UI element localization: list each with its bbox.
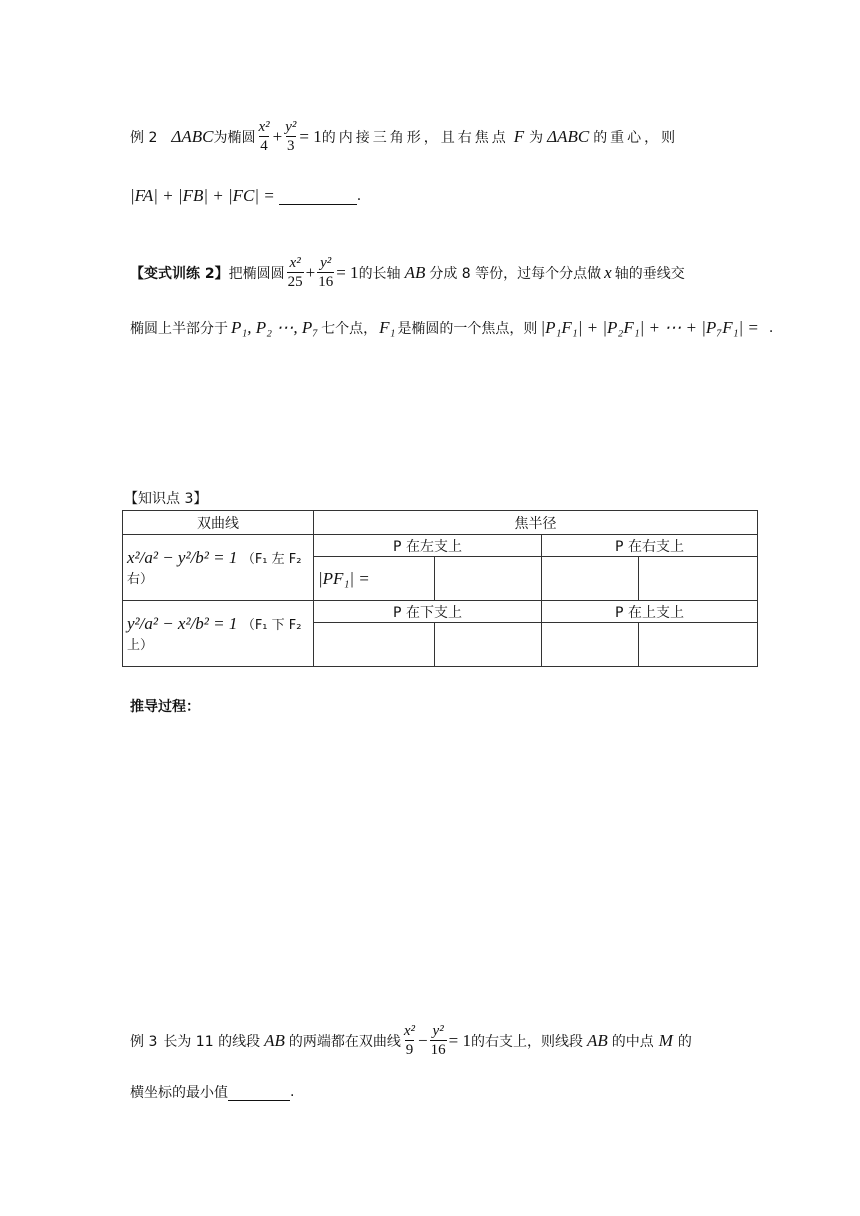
example2-sum: |FA| + |FB| + |FC| = <box>130 186 275 205</box>
table-row1-right-branch: P 在右支上 <box>542 535 758 557</box>
table-header-hyperbola: 双曲线 <box>123 511 314 535</box>
table-row1-cell4[interactable] <box>639 557 758 601</box>
example3-frac1: $\frac{\text{x²}}{9}$ <box>403 1023 416 1058</box>
table-row2-equation: y²/a² − x²/b² = 1 （F₁ 下 F₂ 上） <box>123 601 314 667</box>
variant2-frac1: $\frac{\text{x²}}{25}$ <box>287 255 303 290</box>
example2-frac1: $\frac{\text{x²}}{4}$ <box>258 119 270 154</box>
example2-text3: 为 <box>529 129 544 146</box>
example2-triangle-2: ΔABC <box>547 126 590 146</box>
table-row1-cell2[interactable] <box>435 557 542 601</box>
table-row2-cell1[interactable] <box>314 623 435 667</box>
example3-frac2: $\frac{\text{y²}}{16}$ <box>430 1023 446 1058</box>
example2-line2: |FA| + |FB| + |FC| = . <box>130 186 362 205</box>
table-row2-upper-branch: P 在上支上 <box>542 601 758 623</box>
example2-text2: 的内接三角形，且右焦点 <box>321 129 509 146</box>
table-row1-cell1[interactable]: |PF₁| = <box>314 557 435 601</box>
derivation-label: 推导过程： <box>130 699 200 715</box>
variant2-line2: 椭圆上半部分于 P₁, P₂ ⋯, P₇ 七个点， F₁ 是椭圆的一个焦点，则 |P₁F₁| + |P₂F₁| + ⋯ + |P₇F₁| = . <box>130 318 774 337</box>
variant2-sum: |P₁F₁| + |P₂F₁| + ⋯ + |P₇F₁| = <box>540 318 759 337</box>
table-row2-cell3[interactable] <box>542 623 639 667</box>
knowledge3-title: 【知识点 3】 <box>124 491 208 507</box>
example2-text1: 为椭圆 <box>213 129 256 146</box>
table-row1-left-branch: P 在左支上 <box>314 535 542 557</box>
table-row1-equation: x²/a² − y²/b² = 1 （F₁ 左 F₂ 右） <box>123 535 314 601</box>
table-row2-cell2[interactable] <box>435 623 542 667</box>
example2-text4: 的重心，则 <box>593 129 679 146</box>
example2-triangle: ΔABC <box>171 126 214 146</box>
focal-radius-table <box>122 510 758 667</box>
example3-label: 例 3 <box>130 1033 158 1050</box>
example3-line1: 例 3 长为 11 的线段 AB 的两端都在双曲线 $\frac{\text{x²}}{9}$ − $\frac{\text{y²}}{16}$ = 1 的右支上，则线段 AB 的中点 M 的 <box>130 1023 692 1058</box>
table-row2-cell4[interactable] <box>639 623 758 667</box>
example2-line1: 例 2 ΔABC 为椭圆 $\frac{\text{x²}}{4}$ + $\frac{\text{y²}}{3}$ = 1 的内接三角形，且右焦点 F 为 ΔABC 的重心，则 <box>130 119 679 154</box>
table-row2-lower-branch: P 在下支上 <box>314 601 542 623</box>
example3-line2: 横坐标的最小值 . <box>130 1084 295 1101</box>
variant2-line1: 【变式训练 2】 把椭圆圆 $\frac{\text{x²}}{25}$ + $\frac{\text{y²}}{16}$ = 1 的长轴 AB 分成 8 等份，过每个分点做 x 轴的垂线交 <box>130 255 685 290</box>
variant2-points: P₁, P₂ ⋯, P₇ <box>231 318 319 337</box>
table-row1-cell3[interactable] <box>542 557 639 601</box>
example2-answer-blank[interactable] <box>279 188 357 205</box>
example2-frac2: $\frac{\text{y²}}{3}$ <box>285 119 297 154</box>
variant2-label: 【变式训练 2】 <box>130 265 229 282</box>
example2-focus: F <box>513 126 525 146</box>
table-header-focal-radius: 焦半径 <box>314 511 758 535</box>
example3-answer-blank[interactable] <box>228 1084 290 1101</box>
variant2-frac2: $\frac{\text{y²}}{16}$ <box>318 255 334 290</box>
example2-label: 例 2 <box>130 129 158 146</box>
